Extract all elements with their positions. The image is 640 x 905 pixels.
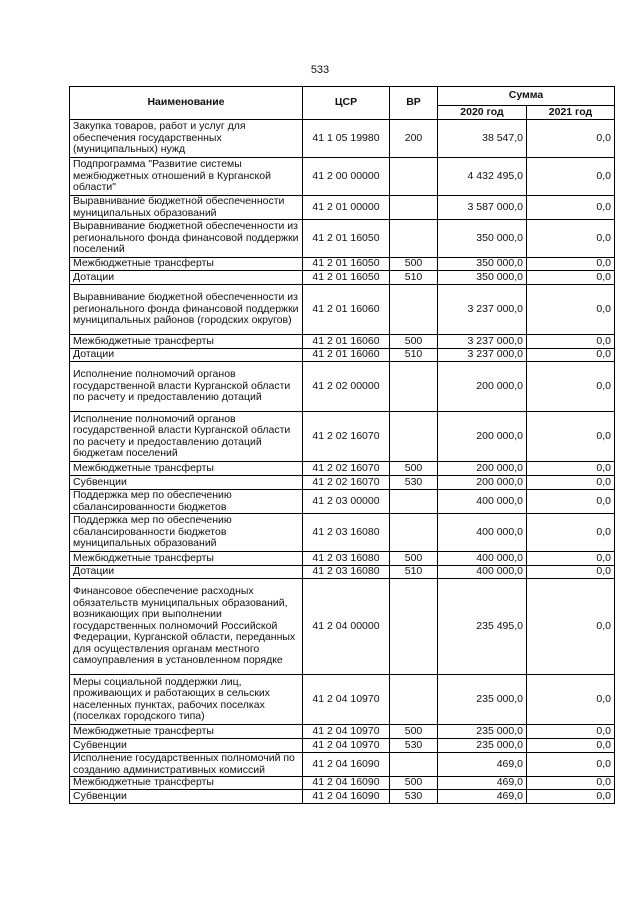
row-vr-cell: 530 bbox=[390, 739, 438, 753]
table-row bbox=[70, 777, 615, 790]
row-name-cell: Исполнение полномочий органов государственной власти Курганской области по расчету и предоставлению дотаций бюджетам поселений bbox=[70, 412, 303, 462]
row-name-cell: Финансовое обеспечение расходных обязательств муниципальных образований, возникающих при выполнении государственных полномочий Российской Федерации, Курганской области, переданных для осуществления органам местного самоуправления в установленном порядке bbox=[70, 579, 303, 675]
row-csr-cell: 41 2 04 10970 bbox=[303, 739, 390, 753]
row-vr-cell bbox=[390, 220, 438, 258]
row-2020-cell: 350 000,0 bbox=[438, 220, 527, 258]
row-2020-cell: 235 000,0 bbox=[438, 739, 527, 753]
row-2020-cell: 3 237 000,0 bbox=[438, 285, 527, 335]
row-csr-cell: 41 2 04 10970 bbox=[303, 725, 390, 739]
row-csr-cell: 41 2 01 00000 bbox=[303, 196, 390, 220]
budget-table bbox=[69, 86, 615, 804]
table-row bbox=[70, 412, 615, 462]
row-name-cell: Субвенции bbox=[70, 476, 303, 490]
row-csr-cell: 41 2 03 16080 bbox=[303, 514, 390, 552]
row-2020-cell: 400 000,0 bbox=[438, 552, 527, 566]
row-vr-cell: 500 bbox=[390, 258, 438, 271]
row-2021-cell: 0,0 bbox=[527, 220, 615, 258]
row-vr-cell: 500 bbox=[390, 335, 438, 349]
table-row bbox=[70, 579, 615, 675]
row-vr-cell: 500 bbox=[390, 552, 438, 566]
row-2020-cell: 200 000,0 bbox=[438, 362, 527, 412]
row-csr-cell: 41 2 01 16060 bbox=[303, 285, 390, 335]
row-name-cell: Межбюджетные трансферты bbox=[70, 258, 303, 271]
row-2020-cell: 235 495,0 bbox=[438, 579, 527, 675]
table-row bbox=[70, 120, 615, 158]
header-2021: 2021 год bbox=[527, 106, 615, 120]
row-2020-cell: 38 547,0 bbox=[438, 120, 527, 158]
row-name-cell: Выравнивание бюджетной обеспеченности из регионального фонда финансовой поддержки поселений bbox=[70, 220, 303, 258]
row-csr-cell: 41 2 04 10970 bbox=[303, 675, 390, 725]
row-2021-cell: 0,0 bbox=[527, 271, 615, 285]
row-name-cell: Межбюджетные трансферты bbox=[70, 552, 303, 566]
row-vr-cell bbox=[390, 285, 438, 335]
row-name-cell: Субвенции bbox=[70, 790, 303, 804]
row-2020-cell: 235 000,0 bbox=[438, 675, 527, 725]
row-name-cell: Дотации bbox=[70, 349, 303, 362]
row-vr-cell: 500 bbox=[390, 777, 438, 790]
table-row bbox=[70, 675, 615, 725]
row-2021-cell: 0,0 bbox=[527, 335, 615, 349]
table-row bbox=[70, 725, 615, 739]
row-2020-cell: 3 237 000,0 bbox=[438, 349, 527, 362]
row-2020-cell: 200 000,0 bbox=[438, 412, 527, 462]
table-row bbox=[70, 258, 615, 271]
table-row bbox=[70, 753, 615, 777]
row-csr-cell: 41 2 02 16070 bbox=[303, 462, 390, 476]
row-vr-cell bbox=[390, 158, 438, 196]
row-2020-cell: 350 000,0 bbox=[438, 271, 527, 285]
table-row bbox=[70, 220, 615, 258]
row-2020-cell: 200 000,0 bbox=[438, 462, 527, 476]
table-row bbox=[70, 362, 615, 412]
row-csr-cell: 41 2 04 16090 bbox=[303, 790, 390, 804]
row-2020-cell: 469,0 bbox=[438, 777, 527, 790]
row-name-cell: Дотации bbox=[70, 271, 303, 285]
row-2021-cell: 0,0 bbox=[527, 552, 615, 566]
row-vr-cell: 510 bbox=[390, 349, 438, 362]
row-vr-cell: 500 bbox=[390, 462, 438, 476]
row-vr-cell bbox=[390, 412, 438, 462]
row-2020-cell: 3 587 000,0 bbox=[438, 196, 527, 220]
row-csr-cell: 41 2 01 16060 bbox=[303, 349, 390, 362]
row-2021-cell: 0,0 bbox=[527, 790, 615, 804]
row-name-cell: Дотации bbox=[70, 566, 303, 579]
row-name-cell: Поддержка мер по обеспечению сбалансированности бюджетов bbox=[70, 490, 303, 514]
header-csr: ЦСР bbox=[303, 87, 390, 120]
row-2020-cell: 400 000,0 bbox=[438, 514, 527, 552]
row-name-cell: Выравнивание бюджетной обеспеченности из регионального фонда финансовой поддержки муниципальных районов (городских округов) bbox=[70, 285, 303, 335]
row-csr-cell: 41 2 02 16070 bbox=[303, 476, 390, 490]
row-vr-cell: 200 bbox=[390, 120, 438, 158]
row-2021-cell: 0,0 bbox=[527, 725, 615, 739]
row-2021-cell: 0,0 bbox=[527, 675, 615, 725]
table-row bbox=[70, 285, 615, 335]
row-csr-cell: 41 2 02 16070 bbox=[303, 412, 390, 462]
row-2021-cell: 0,0 bbox=[527, 514, 615, 552]
row-2020-cell: 350 000,0 bbox=[438, 258, 527, 271]
row-csr-cell: 41 2 03 16080 bbox=[303, 552, 390, 566]
row-name-cell: Закупка товаров, работ и услуг для обеспечения государственных (муниципальных) нужд bbox=[70, 120, 303, 158]
table-row bbox=[70, 349, 615, 362]
row-name-cell: Меры социальной поддержки лиц, проживающих и работающих в сельских населенных пунктах, рабочих поселках (поселках городского типа) bbox=[70, 675, 303, 725]
row-2021-cell: 0,0 bbox=[527, 476, 615, 490]
table-row bbox=[70, 196, 615, 220]
row-2020-cell: 400 000,0 bbox=[438, 566, 527, 579]
row-2021-cell: 0,0 bbox=[527, 120, 615, 158]
row-name-cell: Исполнение государственных полномочий по созданию административных комиссий bbox=[70, 753, 303, 777]
table-row bbox=[70, 514, 615, 552]
row-2021-cell: 0,0 bbox=[527, 777, 615, 790]
table-row bbox=[70, 566, 615, 579]
row-vr-cell: 530 bbox=[390, 790, 438, 804]
row-csr-cell: 41 2 03 16080 bbox=[303, 566, 390, 579]
row-name-cell: Выравнивание бюджетной обеспеченности муниципальных образований bbox=[70, 196, 303, 220]
row-vr-cell bbox=[390, 362, 438, 412]
row-2020-cell: 3 237 000,0 bbox=[438, 335, 527, 349]
row-2021-cell: 0,0 bbox=[527, 285, 615, 335]
row-2021-cell: 0,0 bbox=[527, 579, 615, 675]
row-csr-cell: 41 2 01 16050 bbox=[303, 258, 390, 271]
row-2021-cell: 0,0 bbox=[527, 739, 615, 753]
row-csr-cell: 41 2 00 00000 bbox=[303, 158, 390, 196]
row-name-cell: Поддержка мер по обеспечению сбалансированности бюджетов муниципальных образований bbox=[70, 514, 303, 552]
row-vr-cell bbox=[390, 490, 438, 514]
table-row bbox=[70, 271, 615, 285]
row-vr-cell bbox=[390, 675, 438, 725]
row-2021-cell: 0,0 bbox=[527, 258, 615, 271]
row-name-cell: Межбюджетные трансферты bbox=[70, 335, 303, 349]
row-name-cell: Межбюджетные трансферты bbox=[70, 725, 303, 739]
row-vr-cell bbox=[390, 579, 438, 675]
row-vr-cell: 530 bbox=[390, 476, 438, 490]
table-row bbox=[70, 490, 615, 514]
row-csr-cell: 41 2 02 00000 bbox=[303, 362, 390, 412]
page-number: 533 bbox=[310, 64, 330, 76]
row-name-cell: Подпрограмма "Развитие системы межбюджетных отношений в Курганской области" bbox=[70, 158, 303, 196]
row-csr-cell: 41 2 03 00000 bbox=[303, 490, 390, 514]
table-row bbox=[70, 739, 615, 753]
row-vr-cell: 510 bbox=[390, 566, 438, 579]
row-vr-cell bbox=[390, 514, 438, 552]
header-sum: Сумма bbox=[438, 87, 615, 106]
row-name-cell: Межбюджетные трансферты bbox=[70, 777, 303, 790]
header-vr: ВР bbox=[390, 87, 438, 120]
row-2021-cell: 0,0 bbox=[527, 490, 615, 514]
row-csr-cell: 41 2 01 16050 bbox=[303, 220, 390, 258]
row-2021-cell: 0,0 bbox=[527, 362, 615, 412]
row-2020-cell: 400 000,0 bbox=[438, 490, 527, 514]
row-csr-cell: 41 2 04 16090 bbox=[303, 777, 390, 790]
row-2020-cell: 469,0 bbox=[438, 753, 527, 777]
row-name-cell: Субвенции bbox=[70, 739, 303, 753]
row-2020-cell: 469,0 bbox=[438, 790, 527, 804]
row-csr-cell: 41 1 05 19980 bbox=[303, 120, 390, 158]
table-row bbox=[70, 790, 615, 804]
row-vr-cell bbox=[390, 196, 438, 220]
table-row bbox=[70, 552, 615, 566]
row-name-cell: Межбюджетные трансферты bbox=[70, 462, 303, 476]
header-name: Наименование bbox=[70, 87, 303, 120]
row-2020-cell: 4 432 495,0 bbox=[438, 158, 527, 196]
row-vr-cell: 500 bbox=[390, 725, 438, 739]
row-2021-cell: 0,0 bbox=[527, 349, 615, 362]
row-csr-cell: 41 2 01 16060 bbox=[303, 335, 390, 349]
row-csr-cell: 41 2 04 00000 bbox=[303, 579, 390, 675]
header-2020: 2020 год bbox=[438, 106, 527, 120]
row-2020-cell: 235 000,0 bbox=[438, 725, 527, 739]
row-2021-cell: 0,0 bbox=[527, 412, 615, 462]
table-row bbox=[70, 476, 615, 490]
table-row bbox=[70, 335, 615, 349]
row-vr-cell bbox=[390, 753, 438, 777]
table-row bbox=[70, 462, 615, 476]
row-2021-cell: 0,0 bbox=[527, 753, 615, 777]
row-csr-cell: 41 2 04 16090 bbox=[303, 753, 390, 777]
row-vr-cell: 510 bbox=[390, 271, 438, 285]
table-row bbox=[70, 158, 615, 196]
row-csr-cell: 41 2 01 16050 bbox=[303, 271, 390, 285]
table-body bbox=[70, 120, 615, 804]
row-2021-cell: 0,0 bbox=[527, 462, 615, 476]
row-2020-cell: 200 000,0 bbox=[438, 476, 527, 490]
row-2021-cell: 0,0 bbox=[527, 566, 615, 579]
row-2021-cell: 0,0 bbox=[527, 158, 615, 196]
row-2021-cell: 0,0 bbox=[527, 196, 615, 220]
row-name-cell: Исполнение полномочий органов государственной власти Курганской области по расчету и предоставлению дотаций bbox=[70, 362, 303, 412]
